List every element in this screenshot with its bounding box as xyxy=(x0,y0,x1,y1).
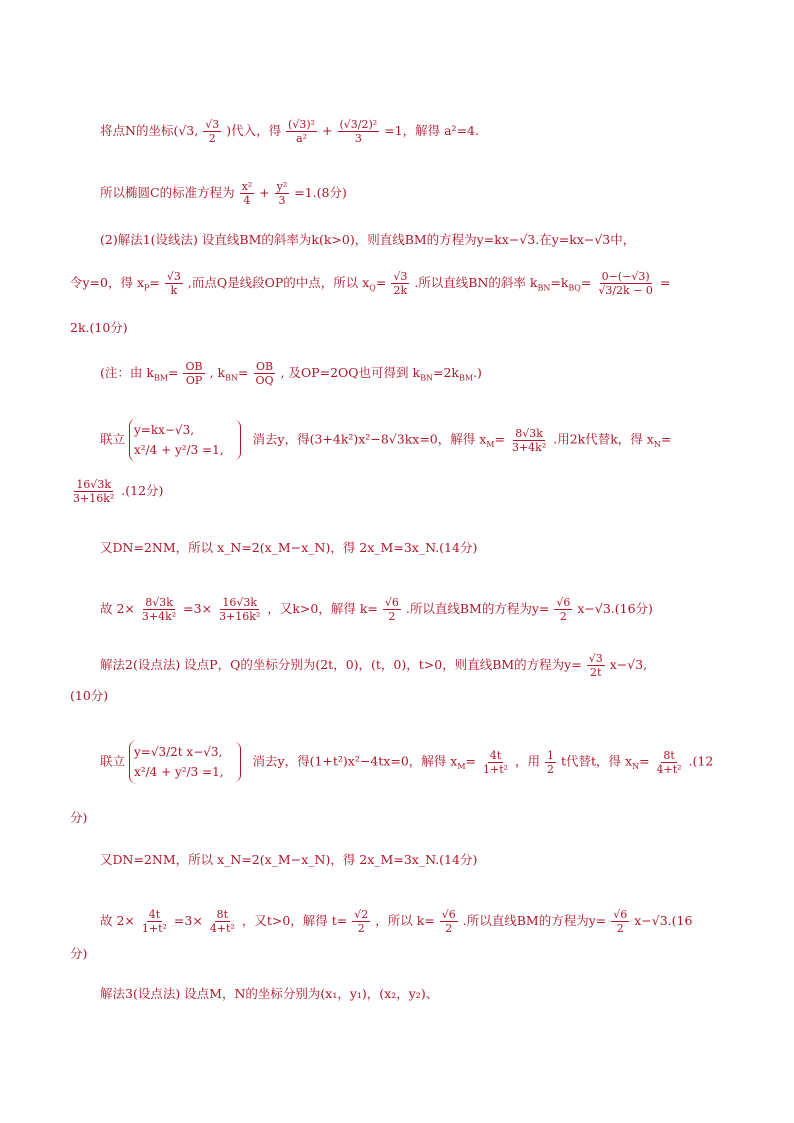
line-8: $\frac{16√3k}{\text{3+16k²}}$ .(12分) xyxy=(73,478,164,505)
line-9: 又DN=2NM，所以 x_N=2(x_M−x_N)，得 2x_M=3x_N.(14分) xyxy=(100,540,478,555)
text: =1，解得 a²=4. xyxy=(384,123,479,138)
line-16: 故 2× $\frac{4t}{\text{1+t²}}$ =3× $\frac{8t}{\text{4+t²}}$ ，又t>0，解得 t= $\frac{√2}{2}$ ，所以 k= $\frac{√6}{2}$ .所以直线BM的方程为y= $\frac{√6}{2}$ x−√3.(16 xyxy=(100,908,693,935)
fraction: $\frac{16√3k}{\text{3+16k²}}$ xyxy=(73,478,115,505)
line-11: 解法2(设点法) 设点P，Q的坐标分别为(2t，0)，(t，0)，t>0，则直线BM的方程为y= $\frac{√3}{2t}$ x−√3, xyxy=(100,652,648,679)
fraction: $\frac{√3}{2}$ xyxy=(205,118,220,145)
line-3: (2)解法1(设线法) 设直线BM的斜率为k(k>0)，则直线BM的方程为y=kx−√3.在y=kx−√3中， xyxy=(100,232,636,247)
line-2 xyxy=(100,180,347,207)
fraction: $\frac{√6}{2}$ xyxy=(613,908,628,935)
brace xyxy=(234,742,241,782)
line-10: 故 2× $\frac{8√3k}{\text{3+4k²}}$ =3× $\frac{16√3k}{\text{3+16k²}}$ ，又k>0，解得 k= $\frac{√6}{2}$ .所以直线BM的方程为y= $\frac{√6}{2}$ x−√3.(16分) xyxy=(100,596,653,623)
line-1 xyxy=(100,118,479,145)
text: + xyxy=(259,185,270,200)
fraction: $\frac{16√3k}{\text{3+16k²}}$ xyxy=(219,596,261,623)
fraction: $\frac{\text{y²}}{3}$ xyxy=(276,180,288,207)
line-4: 令y=0，得 $x_P=$ $\frac{√3}{k}$ ,而点Q是线段OP的中点，所以 $x_Q=$ $\frac{√3}{2k}$ .所以直线BN的斜率 $k_{BN}=k_{BQ}=$ $\frac{0-(-√3)}{√3/2k - 0}$ = xyxy=(70,270,671,297)
fraction: $\frac{√6}{2}$ xyxy=(384,596,399,623)
equation-system: y=√3/2t x−√3, x²/4 + y²/3 =1, xyxy=(129,740,228,784)
text: + xyxy=(322,123,337,138)
brace xyxy=(234,420,241,460)
fraction: $\frac{8√3k}{\text{3+4k²}}$ xyxy=(511,426,547,454)
line-7: 联立 y=kx−√3, x²/4 + y²/3 =1, 消去y，得(3+4k²)x²−8√3kx=0，解得 $x_M=$ $\frac{8√3k}{\text{3+4k²}}$ .用2k代替k，得 $x_N=$ xyxy=(100,418,671,462)
text: 所以椭圆C的标准方程为 xyxy=(100,185,235,200)
fraction: $\frac{8√3k}{\text{3+4k²}}$ xyxy=(141,596,177,623)
fraction: $\frac{4t}{\text{1+t²}}$ xyxy=(141,908,167,935)
text: =1.(8分) xyxy=(294,185,347,200)
fraction: $\frac{4t}{\text{1+t²}}$ xyxy=(482,748,509,776)
line-15: 又DN=2NM，所以 x_N=2(x_M−x_N)，得 2x_M=3x_N.(14分) xyxy=(100,852,478,867)
line-6: (注：由 $k_{BM}=$ $\frac{OB}{OP}$ , $k_{BN}=$ $\frac{OB}{OQ}$ , 及OP=2OQ也可得到 $k_{BN}=2k_{BM}$.) xyxy=(100,360,482,387)
text: 将点N的坐标(√3, xyxy=(100,123,203,138)
line-14: 分) xyxy=(70,810,88,825)
fraction: $\frac{√3}{2k}$ xyxy=(393,270,408,297)
fraction: $\frac{\text{(√3/2)²}}{3}$ xyxy=(339,118,378,145)
fraction: $\frac{0-(-√3)}{√3/2k - 0}$ xyxy=(598,270,653,297)
fraction: $\frac{√3}{k}$ xyxy=(166,270,181,297)
line-18: 解法3(设点法) 设点M，N的坐标分别为(x₁，y₁)，(x₂，y₂)、 xyxy=(100,986,439,1001)
fraction: $\frac{\text{x²}}{4}$ xyxy=(241,180,253,207)
fraction: $\frac{OB}{OP}$ xyxy=(185,360,203,387)
fraction: $\frac{\text{(√3)²}}{\text{a²}}$ xyxy=(288,118,316,145)
fraction: $\frac{√6}{2}$ xyxy=(556,596,571,623)
line-12: (10分) xyxy=(70,688,109,703)
fraction: $\frac{√6}{2}$ xyxy=(441,908,456,935)
line-13: 联立 y=√3/2t x−√3, x²/4 + y²/3 =1, 消去y，得(1+t²)x²−4tx=0，解得 $x_M=$ $\frac{4t}{\text{1+t²}}$ ，用 $\frac{1}{2}$ t代替t，得 $x_N=$ $\frac{8t}{\text{4+t²}}$ .(12 xyxy=(100,740,713,784)
fraction: $\frac{8t}{\text{4+t²}}$ xyxy=(656,748,682,776)
fraction: $\frac{√2}{2}$ xyxy=(354,908,369,935)
fraction: $\frac{√3}{2t}$ xyxy=(588,652,603,679)
fraction: $\frac{8t}{\text{4+t²}}$ xyxy=(209,908,235,935)
fraction: $\frac{1}{2}$ xyxy=(547,748,555,776)
line-17: 分) xyxy=(70,946,88,961)
equation-system: y=kx−√3, x²/4 + y²/3 =1, xyxy=(129,418,228,462)
text: )代入，得 xyxy=(226,123,286,138)
line-5: 2k.(10分) xyxy=(70,320,128,335)
fraction: $\frac{OB}{OQ}$ xyxy=(255,360,274,387)
